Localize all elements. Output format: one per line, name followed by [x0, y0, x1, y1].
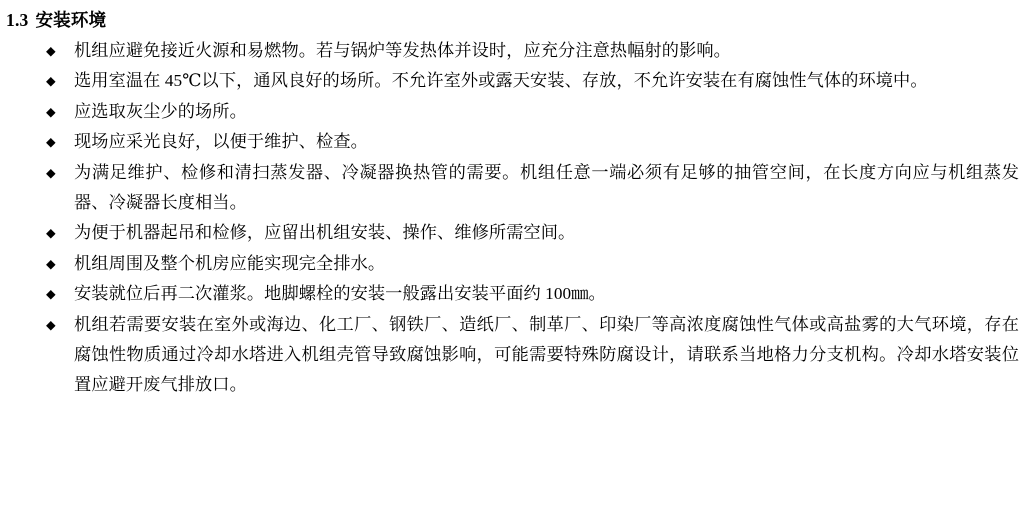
list-item [44, 66, 1019, 96]
list-item-text: 选用室温在 45℃以下，通风良好的场所。不允许室外或露天安装、存放，不允许安装在有腐蚀性气体的环境中。 [74, 71, 928, 91]
bullet-list [6, 36, 1019, 401]
list-item-text: 机组若需要安装在室外或海边、化工厂、钢铁厂、造纸厂、制革厂、印染厂等高浓度腐蚀性气体或高盐雾的大气环境，存在腐蚀性物质通过冷却水塔进入机组壳管导致腐蚀影响，可能需要特殊防腐设计，请联系当地格力分支机构。冷却水塔安装位置应避开废气排放口。 [74, 314, 1019, 395]
diamond-bullet-icon: ◆ [46, 165, 56, 180]
list-item-text: 机组应避免接近火源和易燃物。若与锅炉等发热体并设时，应充分注意热幅射的影响。 [74, 41, 731, 60]
list-item-text: 为满足维护、检修和清扫蒸发器、冷凝器换热管的需要。机组任意一端必须有足够的抽管空间，在长度方向应与机组蒸发器、冷凝器长度相当。 [74, 162, 1019, 213]
list-item-text: 应选取灰尘少的场所。 [74, 101, 247, 121]
list-item-text: 机组周围及整个机房应能实现完全排水。 [74, 253, 386, 273]
diamond-bullet-icon: ◆ [46, 74, 56, 89]
list-item [44, 127, 1019, 157]
list-item [44, 310, 1019, 401]
section-number: 1.3 [6, 10, 29, 30]
list-item [44, 158, 1019, 219]
list-item [44, 218, 1019, 248]
list-item [44, 36, 1019, 66]
diamond-bullet-icon: ◆ [46, 44, 56, 58]
list-item [44, 279, 1019, 309]
page-title [6, 6, 1019, 34]
diamond-bullet-icon: ◆ [46, 317, 56, 332]
list-item-text: 为便于机器起吊和检修，应留出机组安装、操作、维修所需空间。 [74, 223, 576, 243]
diamond-bullet-icon: ◆ [46, 135, 56, 150]
list-item-text: 安装就位后再二次灌浆。地脚螺栓的安装一般露出安装平面约 100㎜。 [74, 284, 606, 304]
diamond-bullet-icon: ◆ [46, 287, 56, 302]
diamond-bullet-icon: ◆ [46, 226, 56, 241]
list-item [44, 249, 1019, 279]
section-title: 安装环境 [35, 10, 107, 30]
list-item-text: 现场应采光良好，以便于维护、检查。 [74, 132, 368, 152]
diamond-bullet-icon: ◆ [46, 104, 56, 119]
diamond-bullet-icon: ◆ [46, 256, 56, 271]
list-item [44, 97, 1019, 127]
